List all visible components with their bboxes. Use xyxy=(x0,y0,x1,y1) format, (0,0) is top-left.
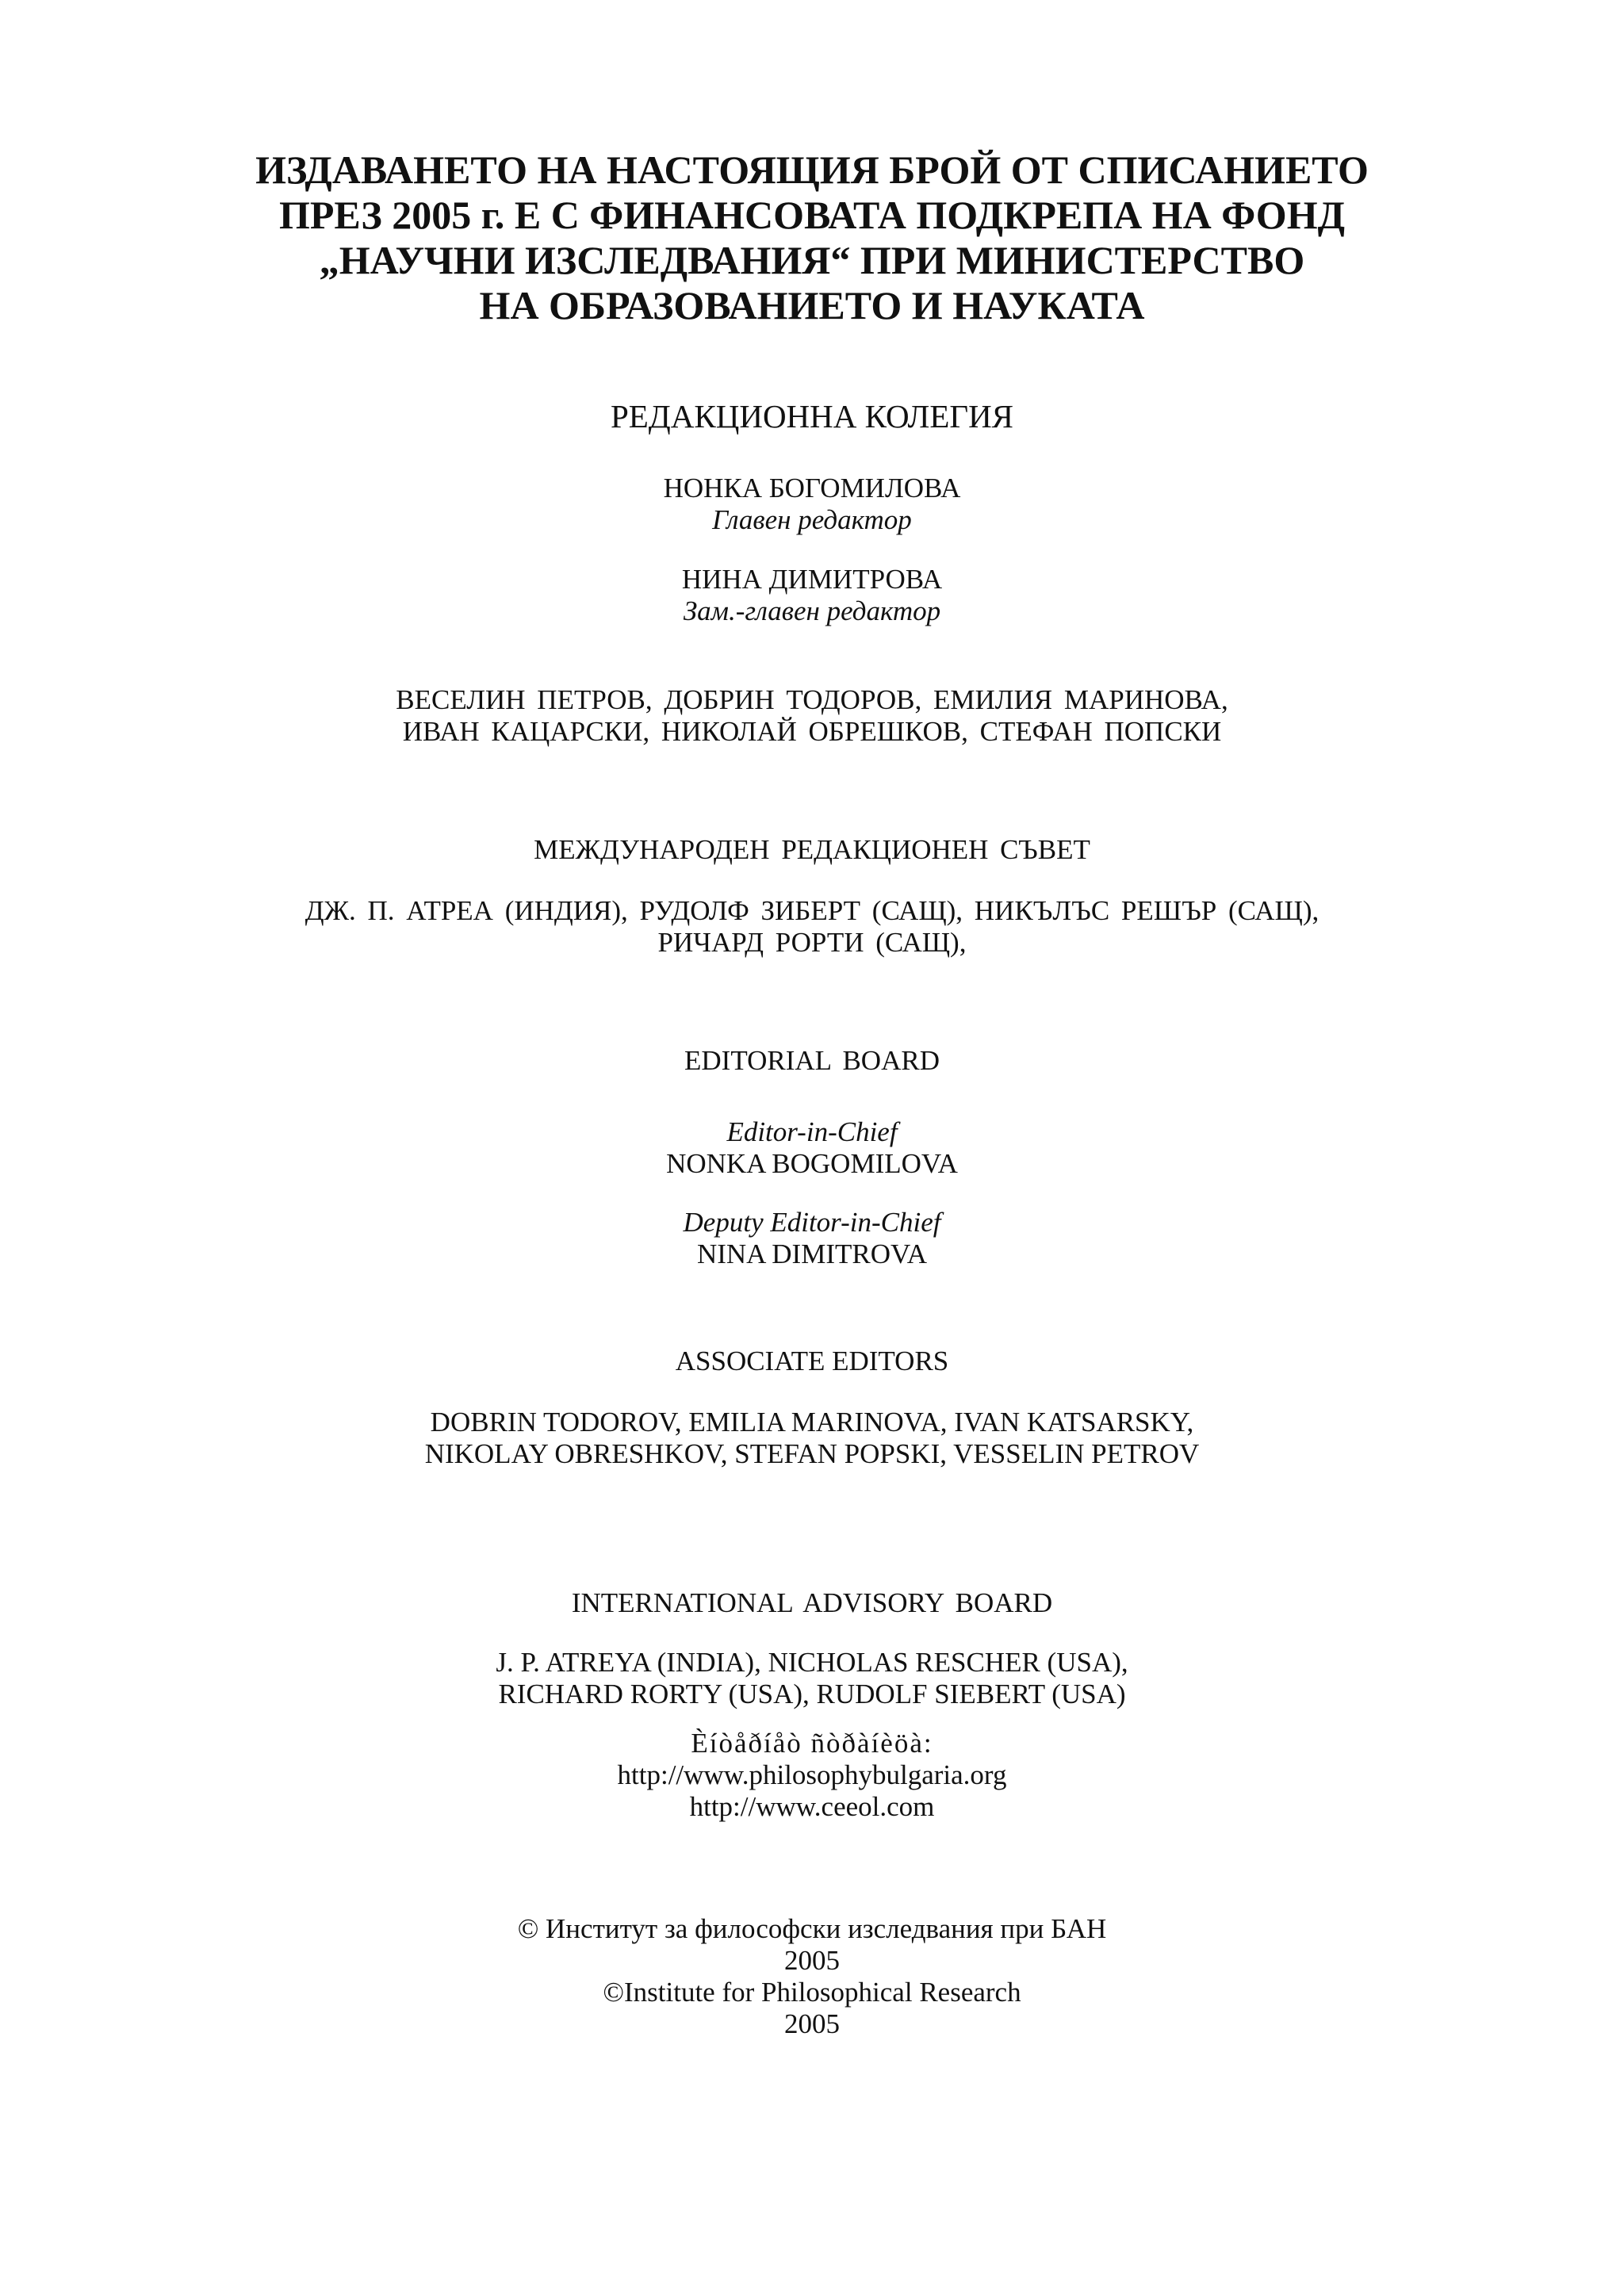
online-url-ceeol[interactable]: http://www.ceeol.com xyxy=(689,1791,935,1822)
advisory-members xyxy=(0,1647,1624,1710)
online-label: Èíòåðíåò ñòðàíèöà: xyxy=(691,1728,933,1759)
advisory-members-line-2: RICHARD RORTY (USA), RUDOLF SIEBERT (USA) xyxy=(498,1679,1126,1709)
bg-chief-name: НОНКА БОГОМИЛОВА xyxy=(663,473,961,503)
en-deputy xyxy=(0,1207,1624,1270)
bg-chief xyxy=(0,473,1624,536)
en-board-heading-text: EDITORIAL BOARD xyxy=(684,1045,940,1076)
copyright-bg: © Институт за философски изследвания при БАН xyxy=(517,1913,1107,1944)
en-chief-role: Editor-in-Chief xyxy=(726,1116,898,1147)
bg-council-members xyxy=(0,895,1624,959)
en-chief-name: NONKA BOGOMILOVA xyxy=(666,1148,958,1179)
advisory-heading xyxy=(0,1587,1624,1619)
online-info xyxy=(0,1728,1624,1823)
funding-notice-line-4: НА ОБРАЗОВАНИЕТО И НАУКАТА xyxy=(479,283,1145,327)
copyright-bg-year: 2005 xyxy=(784,1945,840,1976)
copyright-en: ©Institute for Philosophical Research xyxy=(603,1977,1021,2008)
bg-board-heading xyxy=(0,398,1624,434)
bg-chief-role: Главен редактор xyxy=(712,504,912,535)
bg-deputy-name: НИНА ДИМИТРОВА xyxy=(681,564,943,595)
associate-members-line-2: NIKOLAY OBRESHKOV, STEFAN POPSKI, VESSELIN PETROV xyxy=(424,1438,1200,1469)
bg-deputy xyxy=(0,564,1624,627)
bg-board-members xyxy=(0,684,1624,748)
en-deputy-role: Deputy Editor-in-Chief xyxy=(683,1207,941,1238)
associate-members-line-1: DOBRIN TODOROV, EMILIA MARINOVA, IVAN KATSARSKY, xyxy=(430,1407,1194,1437)
en-board-heading xyxy=(0,1045,1624,1077)
funding-notice-line-2: ПРЕЗ 2005 г. Е С ФИНАНСОВАТА ПОДКРЕПА НА ФОНД xyxy=(279,193,1345,237)
bg-council-members-line-1: ДЖ. П. АТРЕА (ИНДИЯ), РУДОЛФ ЗИБЕРТ (САЩ), НИКЪЛЪС РЕШЪР (САЩ), xyxy=(304,895,1320,926)
funding-notice xyxy=(0,147,1624,328)
bg-council-heading xyxy=(0,834,1624,866)
bg-council-members-line-2: РИЧАРД РОРТИ (САЩ), xyxy=(657,927,967,958)
bg-council-heading-text: МЕЖДУНАРОДЕН РЕДАКЦИОНЕН СЪВЕТ xyxy=(534,834,1090,865)
copyright-en-year: 2005 xyxy=(784,2008,840,2039)
associate-heading xyxy=(0,1346,1624,1377)
advisory-heading-text: INTERNATIONAL ADVISORY BOARD xyxy=(571,1587,1053,1618)
associate-members xyxy=(0,1407,1624,1470)
bg-deputy-role: Зам.-главен редактор xyxy=(683,595,941,626)
bg-board-members-line-2: ИВАН КАЦАРСКИ, НИКОЛАЙ ОБРЕШКОВ, СТЕФАН ПОПСКИ xyxy=(402,716,1222,747)
bg-board-members-line-1: ВЕСЕЛИН ПЕТРОВ, ДОБРИН ТОДОРОВ, ЕМИЛИЯ МАРИНОВА, xyxy=(396,684,1228,715)
en-deputy-name: NINA DIMITROVA xyxy=(696,1238,928,1269)
funding-notice-line-3: „НАУЧНИ ИЗСЛЕДВАНИЯ“ ПРИ МИНИСТЕРСТВО xyxy=(319,238,1305,282)
copyright xyxy=(0,1913,1624,2040)
advisory-members-line-1: J. P. ATREYA (INDIA), NICHOLAS RESCHER (USA), xyxy=(496,1647,1128,1678)
online-url-philosophybulgaria[interactable]: http://www.philosophybulgaria.org xyxy=(617,1759,1007,1790)
associate-heading-text: ASSOCIATE EDITORS xyxy=(675,1346,949,1376)
en-chief xyxy=(0,1116,1624,1180)
funding-notice-line-1: ИЗДАВАНЕТО НА НАСТОЯЩИЯ БРОЙ ОТ СПИСАНИЕТО xyxy=(255,147,1369,192)
bg-board-heading-text: РЕДАКЦИОННА КОЛЕГИЯ xyxy=(610,398,1014,434)
